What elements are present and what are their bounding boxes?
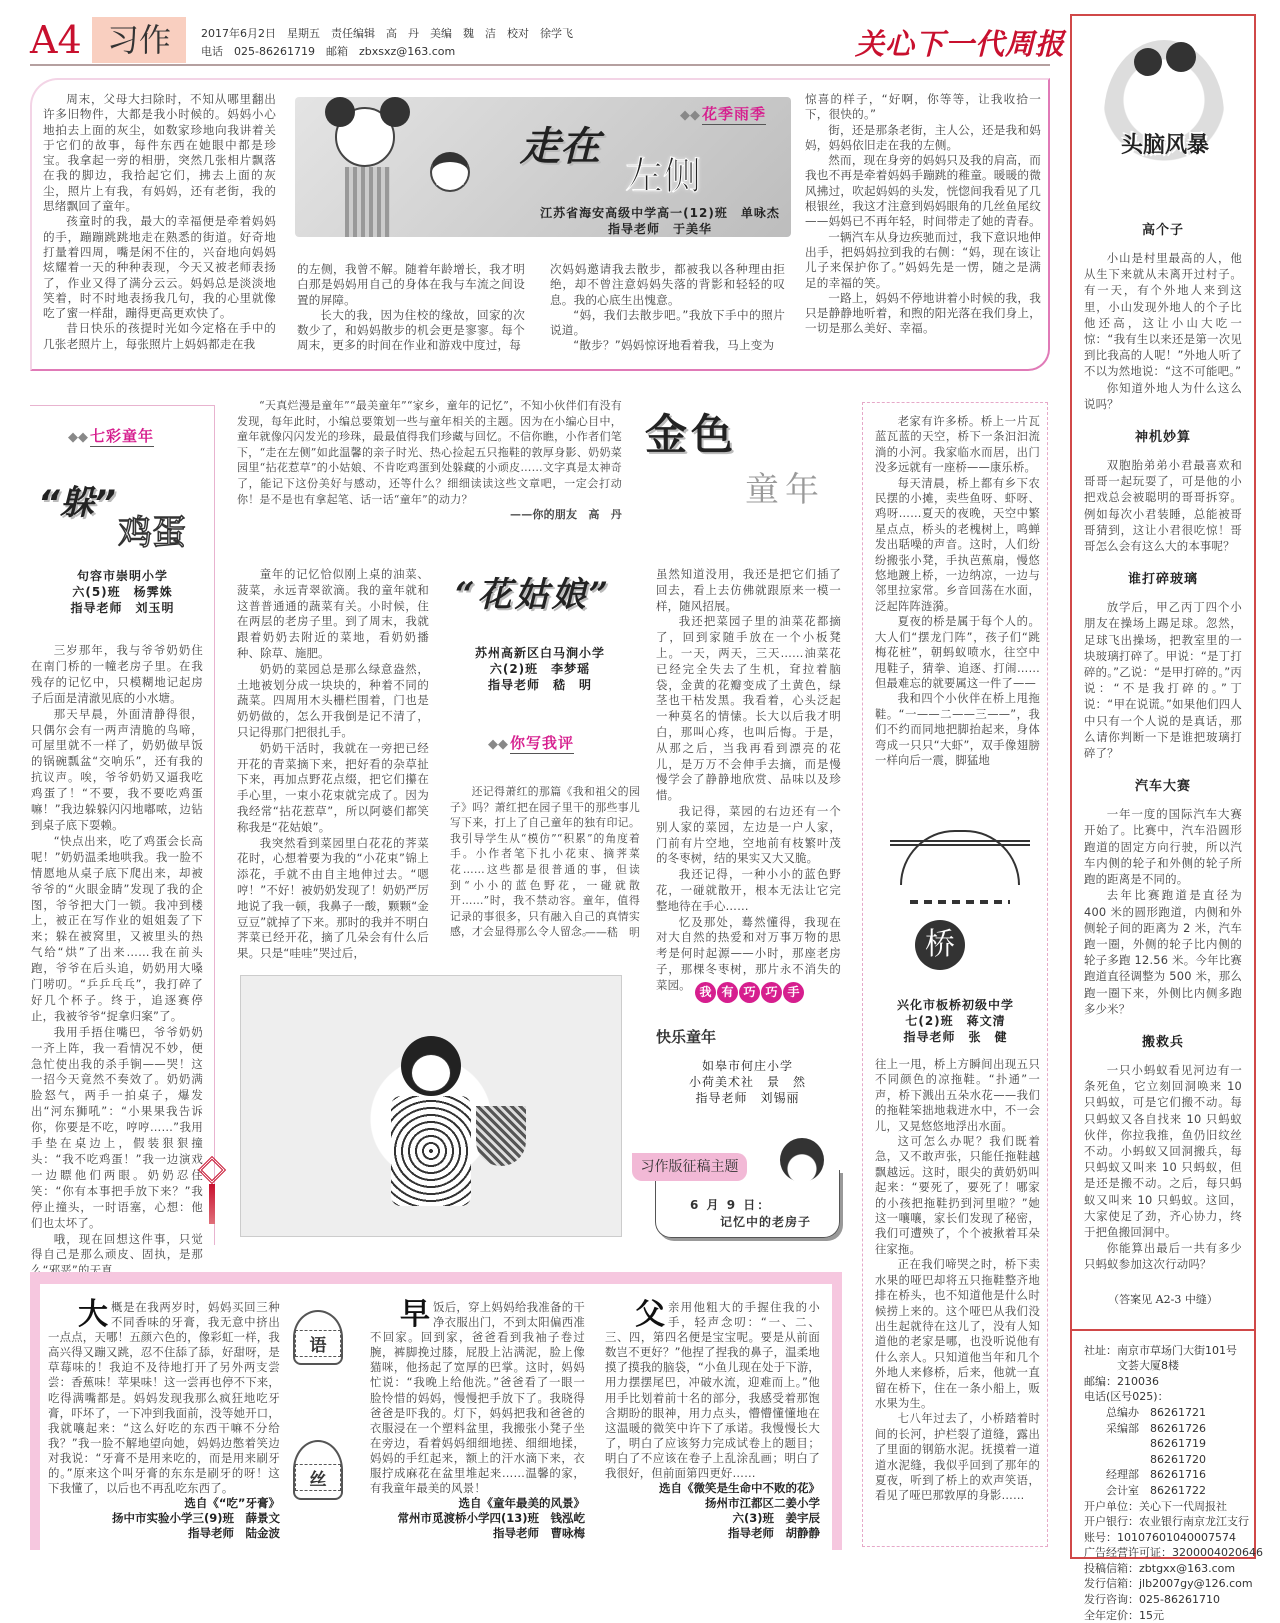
- header-meta-line2: 电话 025-86261719 邮箱 zbxsxz@163.com: [201, 45, 456, 58]
- diamond-icon: ◆◆: [680, 108, 700, 123]
- call-topic: 记忆中的老房子: [720, 1215, 812, 1229]
- top-title-b: 左侧: [625, 154, 702, 198]
- info-line: 86261720: [1084, 1452, 1206, 1466]
- paragraph: 我记得，菜园的右边还有一个别人家的菜园，左边是一户人家，门前有片空地，空地前有枝繁叶茂的冬枣树，结的果实又大又脆。: [656, 803, 841, 866]
- info-line: 全年定价：15元: [1084, 1608, 1164, 1622]
- badge-si: 丝: [293, 1440, 343, 1500]
- bottom-article-2-text: 饭后，穿上妈妈给我准备的干净衣服出门，不到太阳偏西准不回家。回到家，爸爸看到我袖子卷过腕，裤脚挽过膝，屁股上沾满泥，脸上像猫咪，他扬起了宽厚的巴掌。这时，妈妈忙说：“我晚上给他洗。”爸爸看了一眼一脸怜惜的妈妈，慢慢把手放下了。我晓得爸爸是吓我的。灯下，妈妈把我和爸爸的衣服浸在一个塑料盆里，我搬张小凳子坐在旁边，看着妈妈细细地搓、细细地揉，妈妈的手红起来，额上的汗水滴下来，衣服拧成麻花在盆里堆起来……温馨的家，有我童年最美的风景！: [370, 1300, 585, 1496]
- top-article-col1: [43, 92, 276, 352]
- info-line: 发行信箱：jlb2007gy@126.com: [1084, 1577, 1253, 1591]
- egg-title-a: “躲”: [38, 483, 116, 523]
- info-line: 总编办 86261721: [1084, 1405, 1206, 1419]
- paragraph: 你知道外地人为什么这么说吗？: [1084, 380, 1242, 411]
- flower-title: “花姑娘”: [455, 575, 612, 615]
- paragraph: 那天早晨，外面清静得很，只偶尔会有一两声清脆的鸟啼，可屋里就不一样了，奶奶做早饭的锅碗瓢盆“交响乐”，还有我的抗议声。唉，爷爷奶奶又逼我吃鸡蛋了！“不要，我不要吃鸡蛋嘛！”我边躲躲闪闪地嘟哝，边钻到桌子底下耍赖。: [31, 706, 203, 832]
- paragraph: 奶奶干活时，我就在一旁把已经开花的青菜摘下来，把好看的杂草扯下来，再加点野花点缀，把它们攥在手心里，一束小花束就完成了。因为我经常“拈花惹草”，所以阿婆们都笑称我是“花姑娘”。: [237, 740, 429, 834]
- craft-title: 快乐童年: [656, 1028, 717, 1046]
- paragraph: 哦，现在回想这件事，只觉得自己是那么顽皮、固执，是那么“邪恶”的天真……: [31, 1231, 203, 1278]
- paragraph: 一辆汽车从身边疾驰而过，我下意识地伸出手，把妈妈拉到我的右侧：“妈，现在该让儿子来保护你了。”妈妈先是一愣，随之是满足的幸福的笑。: [805, 229, 1041, 290]
- paragraph: 放学后，甲乙丙丁四个小朋友在操场上踢足球。忽然，足球飞出操场，把教室里的一块玻璃打碎了。甲说：“是丁打碎的。”乙说：“是甲打碎的。”丙说：“不是我打碎的。”丁说：“甲在说谎。”如果他们四人中只有一个人说的是真话，那么请你判断一下是谁把玻璃打碎了？: [1084, 600, 1242, 761]
- craft-section-label: 我 有 巧 巧 手: [695, 982, 804, 1003]
- puzzle-title: 高个子: [1141, 223, 1184, 238]
- bottom-article-3: [605, 1297, 820, 1541]
- page-number: A4: [30, 18, 82, 62]
- flower-author: 苏州高新区白马涧小学 六(2)班 李梦瑶 指导老师 嵇 明: [474, 646, 605, 692]
- info-line: 开户单位：关心下一代周报社: [1084, 1499, 1227, 1513]
- paragraph: 长大的我，因为住校的缘故，回家的次数少了，和妈妈散步的机会更是寥寥。每个周末，更多的时间在作业和游戏中度过，每: [297, 307, 525, 353]
- info-line: 社址：南京市草场门大街101号: [1084, 1343, 1237, 1357]
- diamond-icon: ◆◆: [488, 737, 508, 752]
- info-line: 文荟大厦8楼: [1084, 1359, 1179, 1373]
- bottom-article-3-text: 亲用他粗大的手握住我的小手，轻声念叨：“一、二、三、四，第四名便是宝宝呢。要是从前面数岂不更好？”他捏了捏我的鼻子，温柔地摸了摸我的脑袋，“小鱼儿现在处于下游，用力摆摆尾巴，冲破水流，迎难而上。”他用手比划着前十名的部分，我感受着那饱含期盼的眼神，用力点头，懵懵懂懂地在这温暖的微笑中许下了承诺。我慢慢长大了，明白了应该努力完成试卷上的题目；明白了不应该在卷子上乱涂乱画；明白了我很好，但前面第四更好……: [605, 1300, 820, 1481]
- egg-article-body: [31, 643, 203, 1279]
- drop-cap: 早: [400, 1297, 430, 1332]
- bottom-article-2-source: 选自《童年最美的风景》: [458, 1496, 585, 1511]
- call-for-submissions-label: 习作版征稿主题: [632, 1153, 747, 1181]
- section-label-nixiewoping: ◆◆ 你写我评: [488, 734, 575, 752]
- bottom-article-3-author: 六(3)班 姜宇辰: [732, 1511, 820, 1526]
- bottom-article-2-author: 常州市觅渡桥小学四(13)班 钱泓屹: [397, 1511, 585, 1526]
- newspaper-logo: 关心下一代周报: [855, 27, 1066, 61]
- editor-intro-text: “天真烂漫是童年”“最美童年”“家乡，童年的记忆”，不知小伙伴们有没有发现，每年此时，小编总要策划一些与童年相关的主题。因为在小编心目中，童年就像闪闪发光的珍珠，最最值得我们珍藏与回忆。不信你瞧，小作者们笔下，“走在左侧”如此温馨的亲子时光、热心捡起五只拖鞋的敦厚身影、奶奶菜园里“拈花惹草”的小姑娘、不肯吃鸡蛋到处躲藏的小顽皮……文字真是太神奇了，能记下这份美好与感动，还等什么？细细读读这些文章吧，一定会打动你！是不是也有拿起笔、话一话“童年”的动力？: [237, 399, 622, 506]
- teacher-review: [450, 784, 640, 941]
- info-line: 经理部 86261716: [1084, 1468, 1206, 1482]
- egg-title-b: 鸡蛋: [118, 513, 186, 553]
- paragraph: 这可怎么办呢？我们既着急，又不敢声张，只能任拖鞋越飘越远。这时，眼尖的黄奶奶叫起来：“要死了，要死了！哪家的小孩把拖鞋扔到河里啦？”她这一嚷嚷，家长们发现了秘密，我们可遭殃了，个个被揪着耳朵往家拖。: [875, 1135, 1040, 1256]
- puzzle-text: [1084, 250, 1242, 412]
- paragraph: 惊喜的样子，“好啊，你等等，让我收拾一下，很快的。”: [805, 92, 1041, 122]
- puzzle-text: [1084, 1062, 1242, 1273]
- bottom-article-1-teacher: 指导老师 陆金波: [188, 1526, 280, 1541]
- section-label-qicaitongnian: ◆◆ 七彩童年: [68, 427, 155, 445]
- paragraph: “妈，我们去散步吧。”我放下手中的照片说道。: [550, 307, 785, 338]
- puzzle-title: 神机妙算: [1134, 430, 1191, 446]
- paragraph: 去年比赛跑道是直径为 400 米的圆形跑道，内侧和外侧轮子间的距离为 2 米，汽车跑一圈，外侧的轮子比内侧的轮子多跑 12.56 米。今年比赛跑道直径调整为 500 米，那么跑一圈下来，外侧比内侧多跑多少米？: [1084, 888, 1242, 1016]
- paragraph: 每天清晨，桥上都有乡下农民摆的小摊，卖些鱼呀、虾呀、鸡呀……夏天的夜晚，天空中繁星点点，桥头的老槐树上，鸣蝉发出聒噪的声音。这时，人们纷纷搬张小凳，手执芭蕉扇，慢悠悠地踱上桥，一边纳凉，一边与邻里拉家常。乡音回荡在水面，泛起阵阵涟漪。: [875, 476, 1040, 613]
- badge-yu: 语: [293, 1310, 343, 1365]
- puzzle-text: [1084, 806, 1242, 1017]
- paragraph: 一年一度的国际汽车大赛开始了。比赛中，汽车沿圆形跑道的固定方向行驶，所以汽车内侧的轮子和外侧的轮子所跑的距离是不同的。: [1084, 807, 1242, 887]
- bottom-article-3-teacher: 指导老师 胡静静: [728, 1526, 820, 1541]
- banner-tongnian: 童年: [745, 470, 825, 510]
- top-author: 江苏省海安高级中学高一(12)班 单咏杰 指导老师 于美华: [540, 206, 780, 236]
- puzzle-title: 汽车大赛: [1134, 779, 1191, 795]
- paragraph: 我和四个小伙伴在桥上甩拖鞋。“一——二——三——”，我们不约而同地把脚抬起来，身体弯成一只只“大虾”，双手像翅膀一样向后一震，脚猛地: [875, 692, 1040, 767]
- paragraph: “快点出来，吃了鸡蛋会长高呢！”奶奶温柔地哄我。我一脸不情愿地从桌子底下爬出来，却被爷爷的“火眼金睛”发现了我的企图，爷爷把大门一锁。我冲到楼上，被正在写作业的姐姐轰了下来；躲在被窝里，又被里头的热气给“烘”了出来……我在前头跑，爷爷在后头追，奶奶用大嗓门唠叨。“乒乒乓乓”，我打碎了好几个杯子。终于，追逐赛停止，我被爷爷“捉拿归案”了。: [31, 833, 203, 1023]
- info-line: 邮编：210036: [1084, 1374, 1159, 1388]
- paragraph: 忆及那处，蓦然懂得，我现在对大自然的热爱和对万事万物的思考是何时起源——小时，那座老房子，那棵冬枣树，那片永不消失的菜园。: [656, 914, 841, 992]
- puzzle-title: 搬救兵: [1141, 1034, 1184, 1050]
- paragraph: 然而，现在身旁的妈妈只及我的肩高，而我也不再是牵着妈妈手蹦跳的稚童。暖暖的微风拂过，吹起妈妈的头发，恍惚间我看见了几根银丝，我这才注意到妈妈眼角的几丝鱼尾纹——妈妈已不再年轻，时间带走了她的青春。: [805, 153, 1041, 229]
- paragraph: 小山是村里最高的人，他从生下来就从未离开过村子。有一天，有个外地人来到这里，小山发现外地人的个子比他还高，这让小山大吃一惊：“我有生以来还是第一次见到比我高的人呢！”外地人听了不以为然地说：“这不可能吧。”: [1084, 251, 1242, 379]
- section-name: 习作: [92, 17, 186, 63]
- editor-signature: ——你的朋友 高 丹: [510, 508, 622, 522]
- paragraph: 正在我们啼哭之时，桥下卖水果的哑巴却将五只拖鞋整齐地排在桥头，也不知道他是什么时候捞上来的。这个哑巴从我们没出生起就待在这儿了，没有人知道他的老家是哪，也没听说他有什么亲人。只知道他当年和几个外地人来修桥，后来，他就一直留在桥下，住在一条小船上，贩水果为生。: [875, 1258, 1040, 1410]
- bottom-article-1-author: 扬中市实验小学三(9)班 薛景文: [111, 1511, 280, 1526]
- paragraph: 你能算出最后一共有多少只蚂蚁参加这次行动吗？: [1084, 1241, 1242, 1272]
- paragraph: 周末，父母大扫除时，不知从哪里翻出许多旧物件，大都是我小时候的。妈妈小心地拍去上面的灰尘，如数家珍地向我讲着关于它们的故事，每件东西在她眼中都是珍宝。我拿起一旁的相册，突然几张相片飘落在我的脚边，我拾起它们，拂去上面的灰尘，照片上有我，有妈妈，还有老街，我的思绪飘回了童年。: [43, 92, 276, 214]
- bridge-char-badge: 桥: [915, 920, 965, 970]
- bottom-article-1-source: 选自《“吃”牙膏》: [184, 1496, 280, 1511]
- paragraph: 三岁那年，我与爷爷奶奶住在南门桥的一幢老房子里。在我残存的记忆中，只模糊地记起房子后面是清澈见底的小水塘。: [31, 643, 203, 705]
- info-line: 会计室 86261722: [1084, 1483, 1206, 1497]
- paragraph: 虽然知道没用，我还是把它们插了回去，看上去仿佛就跟原来一模一样，随风招展。: [656, 567, 841, 613]
- drop-cap: 父: [635, 1297, 665, 1332]
- bridge-author: 兴化市板桥初级中学 七(2)班 蒋文清 指导老师 张 健: [896, 998, 1014, 1044]
- bottom-article-1-text: 概是在我两岁时，妈妈买回三种不同香味的牙膏，我无意中挤出一点点，天哪！五颜六色的，像彩虹一样，我高兴得又蹦又跳，忍不住舔了舔，好甜呀，是草莓味的！我迫不及待地打开了另外两支尝尝：香蕉味！苹果味！这一尝再也停不下来，吃得满嘴都是。妈妈发现我那么疯狂地吃牙膏，吓坏了，一下冲到我面前，没等她开口，我就嚷起来：“这么好吃的东西干嘛不分给我？”我一脸不解地望向她，妈妈边憋着笑边对我说：“牙膏不是用来吃的，而是用来刷牙的。”原来这个叫牙膏的东东是刷牙的呀！这下我懂了，以后也不再乱吃东西了。: [48, 1300, 280, 1496]
- info-line: 账号：10107601040007574: [1084, 1530, 1236, 1544]
- paragraph: 七八年过去了，小桥踏着时间的长河，护栏裂了道缝，露出了里面的钢筋水泥。抚摸着一道道水泥缝，我似乎回到了那年的夏夜，听到了桥上的欢声笑语，看见了哑巴那敦厚的身影……: [875, 1412, 1040, 1503]
- header-rule: [30, 64, 1050, 66]
- banner-jinse: 金色: [645, 410, 738, 459]
- brainstorm-illustration: [1084, 30, 1242, 205]
- diamond-icon: ◆◆: [68, 430, 88, 445]
- puzzle-text: [1084, 599, 1242, 761]
- answer-note: （答案见 A2-3 中缝）: [1108, 1292, 1218, 1306]
- top-article-col2: [297, 262, 525, 354]
- paragraph: 夏夜的桥是属于每个人的。大人们“摆龙门阵”，孩子们“跳梅花桩”，朝蚂蚁喷水，往空中甩鞋子，猜拳、追逐、打闹……但最难忘的就要属这一件了——: [875, 615, 1040, 690]
- mascot-boy-icon: [780, 1138, 824, 1182]
- paragraph: 次妈妈邀请我去散步，都被我以各种理由拒绝，却不曾注意妈妈失落的背影和轻轻的叹息。我的心底生出愧意。: [550, 262, 785, 307]
- drop-cap: 大: [78, 1297, 108, 1332]
- paragraph: 的左侧，我曾不解。随着年龄增长，我才明白那是妈妈用自己的身体在我与车流之间设置的屏障。: [297, 262, 525, 307]
- info-line: 投稿信箱：zbtgxx@163.com: [1084, 1561, 1236, 1575]
- bridge-article-col2: [875, 1057, 1040, 1504]
- paragraph: 双胞胎弟弟小君最喜欢和哥哥一起玩耍了，可是他的小把戏总会被聪明的哥哥拆穿。例如每次小君装睡，总能被哥哥猜到，这让小君很吃惊！哥哥怎么会有这么大的本事呢？: [1084, 458, 1242, 554]
- paragraph: 昔日快乐的孩提时光如今定格在手中的几张老照片上，每张照片上妈妈都走在我: [43, 321, 276, 351]
- illustration-mother-child: [295, 97, 791, 237]
- teacher-review-text: 还记得萧红的那篇《我和祖父的园子》吗？萧红把在园子里干的那些事儿写下来，打上了自己童年的独有印记。我引导学生从“模仿”“积累”的角度着手。小作者笔下扎小花束、摘荠菜花……这些都是很普通的事，但读到“小小的蓝色野花，一碰就散开……”时，我不禁动容。童年，值得记录的事很多，只有融入自己的真情实感，才会显得那么令人留念。: [450, 785, 640, 939]
- chinese-knot-icon: [200, 1160, 224, 1230]
- header-meta-line1: 2017年6月2日 星期五 责任编辑 高 丹 美编 魏 洁 校对 徐学飞: [201, 27, 573, 40]
- painting-happy-childhood: [240, 975, 622, 1237]
- bottom-article-2-teacher: 指导老师 曹咏梅: [493, 1526, 585, 1541]
- top-article-col3: [550, 262, 785, 354]
- flower-article-col1: [237, 567, 429, 962]
- editor-intro: [237, 398, 622, 523]
- info-line: 开户银行：农业银行南京龙江支行: [1084, 1515, 1249, 1529]
- info-line: 86261719: [1084, 1437, 1206, 1451]
- paragraph: 老家有许多桥。桥上一片瓦蓝瓦蓝的天空，桥下一条汩汩流淌的小河。我家临水而居，出门没多远就有一座桥——康乐桥。: [875, 415, 1040, 475]
- bottom-article-3-school: 扬州市江都区二姜小学: [705, 1496, 820, 1511]
- info-line: 采编部 86261726: [1084, 1421, 1206, 1435]
- info-line: 发行咨询：025-86261710: [1084, 1593, 1220, 1607]
- puzzle-text: [1084, 457, 1242, 554]
- call-date: 6 月 9 日：: [690, 1198, 772, 1212]
- paragraph: 童年的记忆恰似刚上桌的油菜、菠菜，永远青翠欲滴。我的童年就和这普普通通的蔬菜有关。小时候，住在两层的老房子里。到了周末，我就跟着奶奶去附近的菜地，看奶奶播种、除草、施肥。: [237, 567, 429, 660]
- paragraph: 一只小蚂蚁看见河边有一条死鱼，它立刻回洞唤来 10 只蚂蚁，可是它们搬不动。每只蚂蚁又各自找来 10 只蚂蚁伙伴，你拉我推，鱼仍旧纹丝不动。小蚂蚁又回洞搬兵，每只蚂蚁又叫来 10 只蚂蚁，但是还是搬不动。之后，每只蚂蚁又叫来 10 只蚂蚁。这回，大家使足了劲，齐心协力，终于把鱼搬回洞中。: [1084, 1062, 1242, 1239]
- craft-author: 如皋市何庄小学 小荷美术社 景 然 指导老师 刘锡丽: [688, 1059, 806, 1105]
- bridge-illustration: [880, 830, 1040, 980]
- bottom-article-2: [370, 1297, 585, 1541]
- section-label-huajiyuji: ◆◆ 花季雨季: [680, 105, 767, 123]
- paragraph: 街，还是那条老街，主人公，还是我和妈妈，妈妈依旧走在我的左侧。: [805, 122, 1041, 152]
- top-article-col4: [805, 92, 1041, 337]
- paragraph: 孩童时的我，最大的幸福便是牵着妈妈的手，蹦蹦跳跳地走在熟悉的街道。好奇地打量着四周，嘴是闲不住的，兴奋地向妈妈炫耀着一天的种种表现，今天又被老师表扬了，作业又得了满分云云。妈妈总是淡淡地笑着，时不时地表扬我几句，我的心里就像吃了蜜一样甜，蹦得更高更欢快了。: [43, 214, 276, 321]
- brainstorm-sidebar: [1070, 14, 1263, 1622]
- info-line: 电话(区号025)：: [1084, 1390, 1169, 1404]
- egg-author: 句容市崇明小学 六(5)班 杨霁姝 指导老师 刘玉明: [70, 569, 175, 615]
- paragraph: 奶奶的菜园总是那么绿意盎然，土地被划分成一块块的，种着不同的蔬菜。四周用木头栅栏围着，门也是奶奶做的，怎么开我倒是记不清了，只记得那门把很扎手。: [237, 661, 429, 739]
- bridge-article-col1: [875, 414, 1040, 768]
- paragraph: 一路上，妈妈不停地讲着小时候的我，我只是静静地听着，和煦的阳光落在我们身上，一切是那么美好、幸福。: [805, 290, 1041, 336]
- bottom-article-1: [48, 1297, 280, 1541]
- info-line: 广告经营许可证：3200004020646: [1084, 1546, 1263, 1560]
- publisher-info: [1084, 1343, 1263, 1623]
- paragraph: “散步？”妈妈惊讶地看着我，马上变为: [573, 338, 775, 353]
- bottom-article-3-source: 选自《微笑是生命中不败的花》: [659, 1481, 820, 1496]
- paragraph: 往上一甩，桥上方瞬间出现五只不同颜色的凉拖鞋。“扑通”一声，桥下溅出五朵水花——我们的拖鞋笨拙地栽进水中，不一会儿，又晃悠悠地浮出水面。: [875, 1058, 1040, 1133]
- paragraph: 我用手捂住嘴巴，爷爷奶奶一齐上阵，我一看情况不妙，便急忙使出我的杀手锏——哭！这一招今天竟然不奏效了。奶奶满脸怒气，两手一拍桌子，爆发出“河东狮吼”：“小果果我告诉你，你要是不吃，哼哼……”我用手垫在桌边上，假装狠狠撞头：“我不吃鸡蛋！”我一边演戏一边瞟他们两眼。奶奶忍住笑：“你有本事把手放下来？”我停止撞头，一时语塞，心想：他们也太坏了。: [31, 1024, 203, 1230]
- paragraph: 我还记得，一种小小的蓝色野花，一碰就散开，根本无法让它完整地待在手心……: [656, 867, 841, 913]
- flower-article-col2: [656, 567, 841, 994]
- paragraph: 我还把菜园子里的油菜花都摘了，回到家随手放在一个小板凳上。一天，两天，三天……油菜花已经完全失去了生机，耷拉着脑袋，金黄的花瓣变成了土黄色，绿茎也干枯发黑。我看着，心头泛起一种莫名的情愫。长大以后我才明白，那叫心疼，也叫后悔。于是，从那之后，当我再看到漂亮的花儿，是万万不会伸手去摘，而是慢慢学会了静静地欣赏、品味以及珍惜。: [656, 614, 841, 803]
- puzzle-list: [1084, 219, 1242, 1273]
- paragraph: 我突然看到菜园里白花花的荠菜花时，心想着要为我的“小花束”锦上添花，手就不由自主地伸过去。“嗯哼！”不好！被奶奶发现了！奶奶严厉地说了我一顿，我鼻子一酸，颗颗“金豆豆”就掉了下来。那时的我并不明白荠菜已经开花，摘了几朵会有什么后果。只是“哇哇”哭过后，: [237, 835, 429, 961]
- brainstorm-title: 头脑风暴: [1120, 133, 1209, 158]
- top-title-a: 走在: [520, 124, 600, 170]
- puzzle-title: 谁打碎玻璃: [1127, 572, 1198, 588]
- review-signature: ——嵇 明: [585, 925, 640, 939]
